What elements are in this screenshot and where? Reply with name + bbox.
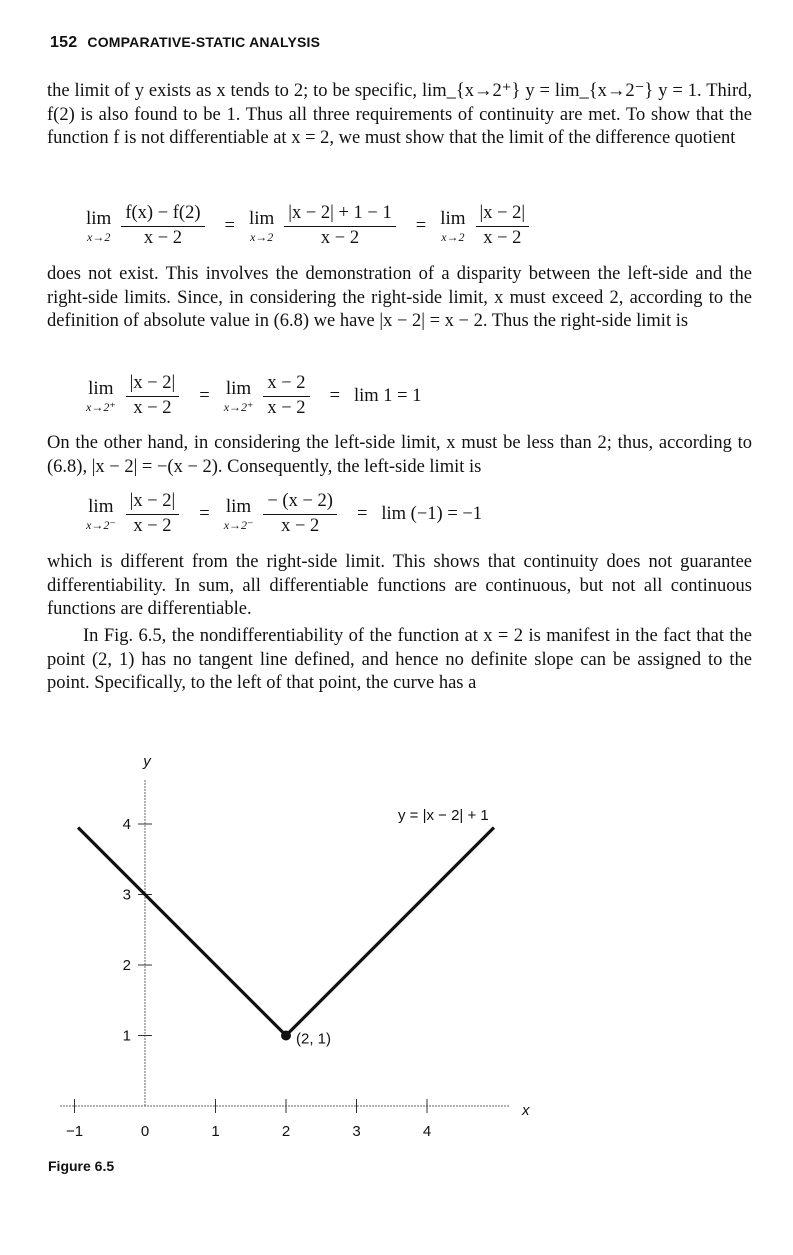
x-tick-label: −1 — [65, 1123, 84, 1140]
y-tick-label: 4 — [122, 816, 131, 833]
limit-operator: lim x→2⁻ — [223, 496, 254, 532]
series — [78, 828, 494, 1041]
limit-operator: lim x→2 — [86, 208, 112, 244]
fraction: $\frac{x - 2}{x - 2}$ — [263, 374, 309, 418]
paragraph-5 — [47, 625, 752, 696]
left-limit-value: lim (−1) = −1 — [381, 503, 483, 524]
paragraph-1 — [47, 80, 752, 151]
fraction: $\frac{|x - 2|}{x - 2}$ — [476, 204, 530, 248]
fraction: $\frac{|x - 2|}{x - 2}$ — [126, 492, 180, 536]
paragraph-3-text: On the other hand, in considering the left-side limit, x must be less than 2; thus, according to (6.8), |x − 2| = −(x − 2). Consequently, the left-side limit is — [47, 433, 752, 477]
limit-operator: lim x→2 — [248, 208, 275, 244]
right-limit-value: lim 1 = 1 — [354, 385, 422, 406]
paragraph-3 — [47, 432, 752, 479]
fraction: $\frac{|x - 2|}{x - 2}$ — [126, 374, 180, 418]
fraction: $\frac{- (x - 2)}{x - 2}$ — [263, 492, 337, 536]
y-tick-label: 3 — [122, 886, 131, 904]
x-tick-label: 2 — [281, 1123, 291, 1140]
running-title: COMPARATIVE-STATIC ANALYSIS — [87, 34, 321, 50]
figure-6-5-plot — [0, 740, 793, 1140]
y-tick-label: 1 — [122, 1027, 131, 1045]
paragraph-2-text: does not exist. This involves the demonstration of a disparity between the left-side and the right-side limits. Since, in considering the right-side limit, x must exceed 2, according to the definition of absolute value in (6.8) we have |x − 2| = x − 2. Thus the right-side limit is — [47, 264, 752, 331]
page-number: 152 — [50, 34, 78, 51]
y-tick-label: 2 — [122, 957, 131, 974]
limit-operator: lim x→2⁺ — [86, 378, 116, 414]
paragraph-1-text: the limit of y exists as x tends to 2; to be specific, lim_{x→2⁺} y = lim_{x→2⁻} y = 1. Third, f(2) is also found to be 1. Thus all three requirements of continuity are met. To show that the function f is not differentiable at x = 2, we must show that the limit of the difference quotient — [47, 81, 752, 148]
equation-difference-quotient: lim x→2 $\frac{f(x) - f(2)}{x - 2}$ = lim x→2 $\frac{|x - 2| + 1 - 1}{x - 2}$ = lim x→2 $\frac{|x - 2|}{x - 2}$ — [86, 196, 535, 256]
equation-right-limit: lim x→2⁺ $\frac{|x - 2|}{x - 2}$ = lim x→2⁺ $\frac{x - 2}{x - 2}$ = lim 1 = 1 — [86, 373, 422, 418]
paragraph-4-text: which is different from the right-side limit. This shows that continuity does not guarantee differentiability. In sum, all differentiable functions are continuous, but not all continuous functions are differentiable. — [47, 552, 752, 619]
paragraph-5-text: In Fig. 6.5, the nondifferentiability of the function at x = 2 is manifest in the fact that the point (2, 1) has no tangent line defined, and hence no definite slope can be assigned to the point. Specifically, to the left of that point, the curve has a — [47, 626, 752, 693]
y-axis-label: y — [143, 753, 151, 770]
x-tick-label: 4 — [422, 1123, 432, 1140]
ticks — [66, 816, 431, 1140]
running-header — [50, 34, 320, 52]
figure-caption: Figure 6.5 — [48, 1158, 115, 1174]
x-tick-label: 1 — [211, 1123, 220, 1140]
paragraph-2 — [47, 263, 752, 334]
limit-operator: lim x→2⁻ — [86, 496, 116, 532]
limit-operator: lim x→2 — [440, 208, 466, 244]
series-line-abs — [78, 828, 494, 1036]
labels — [142, 753, 530, 1119]
point-marker — [281, 1031, 291, 1041]
function-label: y = |x − 2| + 1 — [398, 807, 489, 824]
x-tick-label: 0 — [140, 1123, 150, 1140]
fraction: $\frac{|x - 2| + 1 - 1}{x - 2}$ — [284, 204, 395, 248]
equation-left-limit: lim x→2⁻ $\frac{|x - 2|}{x - 2}$ = lim x→2⁻ $\frac{- (x - 2)}{x - 2}$ = lim (−1) = −1 — [86, 491, 483, 536]
fraction: $\frac{f(x) - f(2)}{x - 2}$ — [121, 204, 204, 248]
limit-operator: lim x→2⁺ — [223, 378, 254, 414]
paragraph-4 — [47, 551, 752, 622]
x-tick-label: 3 — [352, 1123, 361, 1140]
x-axis-label: x — [522, 1102, 530, 1119]
point-label: (2, 1) — [296, 1030, 332, 1048]
